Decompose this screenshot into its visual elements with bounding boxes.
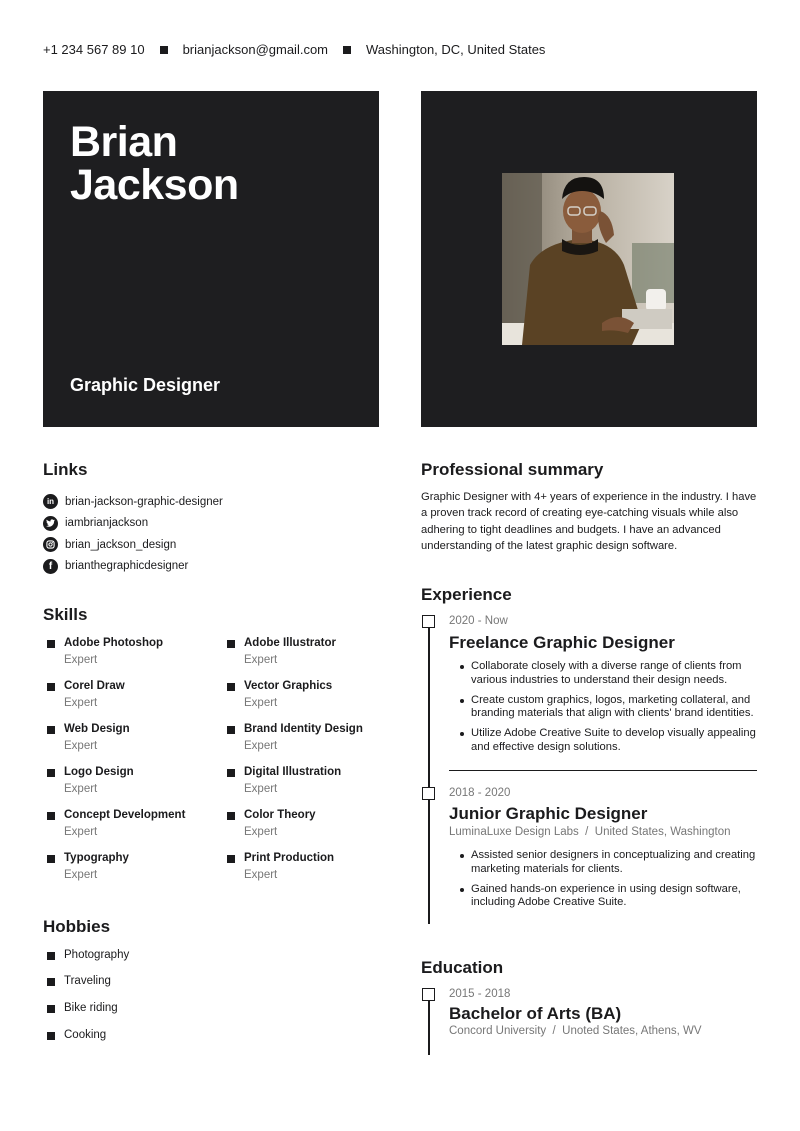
skill-name: Logo Design — [64, 766, 134, 778]
job-company-line — [449, 826, 731, 838]
education-dates: 2015 - 2018 — [449, 988, 511, 1000]
divider — [449, 770, 757, 771]
bullet-square — [227, 726, 235, 734]
bullet-square — [47, 812, 55, 820]
link-instagram[interactable] — [43, 534, 223, 556]
contact-bar — [43, 42, 545, 57]
skill-name: Digital Illustration — [244, 766, 342, 778]
school-line — [449, 1025, 702, 1037]
link-linkedin[interactable] — [43, 491, 223, 513]
bullet-square — [47, 952, 55, 960]
link-twitter[interactable] — [43, 513, 223, 535]
meta-separator: / — [549, 1025, 559, 1037]
email-address[interactable]: brianjackson@gmail.com — [182, 42, 328, 57]
location: Washington, DC, United States — [366, 42, 546, 57]
full-name — [70, 118, 239, 209]
hobby-name: Photography — [64, 949, 130, 961]
skills-heading: Skills — [43, 605, 88, 624]
summary-heading: Professional summary — [421, 460, 604, 479]
skill-name: Adobe Photoshop — [64, 637, 164, 649]
skill-name: Color Theory — [244, 809, 316, 821]
twitter-icon — [43, 516, 58, 531]
bullet-square — [227, 855, 235, 863]
hobby-name: Cooking — [64, 1029, 107, 1041]
school-name: Concord University — [449, 1025, 547, 1037]
bullet-item: Utilize Adobe Creative Suite to develop visually appealing and effective design solutions. — [449, 727, 769, 754]
skill-name: Typography — [64, 852, 129, 864]
bullet-square — [47, 769, 55, 777]
bullet-square — [47, 726, 55, 734]
bullet-item: Collaborate closely with a diverse range of clients from various industries to understand their design needs. — [449, 660, 769, 687]
bullet-item: Assisted senior designers in conceptualizing and creating marketing materials for clients. — [449, 849, 769, 876]
profile-photo — [502, 173, 674, 345]
skill-level: Expert — [244, 783, 278, 795]
skill-level: Expert — [64, 869, 98, 881]
phone-number[interactable]: +1 234 567 89 10 — [43, 42, 145, 57]
instagram-icon — [43, 537, 58, 552]
last-name: Jackson — [70, 161, 239, 209]
bullet-square — [47, 855, 55, 863]
hobbies-heading: Hobbies — [43, 917, 111, 936]
bullet-square — [227, 769, 235, 777]
timeline-marker — [422, 615, 435, 628]
skill-level: Expert — [244, 826, 278, 838]
timeline-marker — [422, 787, 435, 800]
skill-level: Expert — [244, 740, 278, 752]
bullet-square — [47, 640, 55, 648]
facebook-icon — [43, 559, 58, 574]
bullet-item: Gained hands-on experience in using design software, including Adobe Creative Suite. — [449, 883, 769, 910]
links-heading: Links — [43, 460, 88, 479]
company-name: LuminaLuxe Design Labs — [449, 826, 579, 838]
job-dates: 2020 - Now — [449, 615, 508, 627]
skill-level: Expert — [244, 869, 278, 881]
education-heading: Education — [421, 958, 504, 977]
hobby-name: Traveling — [64, 975, 111, 987]
skill-level: Expert — [64, 654, 98, 666]
bullet-square — [227, 640, 235, 648]
linkedin-icon — [43, 494, 58, 509]
degree: Bachelor of Arts (BA) — [449, 1004, 622, 1023]
company-location: United States, Washington — [594, 826, 731, 838]
skill-name: Brand Identity Design — [244, 723, 363, 735]
skill-name: Corel Draw — [64, 680, 125, 692]
meta-separator: / — [581, 826, 592, 838]
experience-heading: Experience — [421, 585, 512, 604]
separator-square — [343, 46, 351, 54]
skill-name: Adobe Illustrator — [244, 637, 337, 649]
summary-text: Graphic Designer with 4+ years of experience in the industry. I have a proven track record of creating eye-catching visuals while also adhering to tight deadlines and budgets. I have an advanced understanding of the latest graphic design software. — [421, 491, 757, 552]
skill-level: Expert — [244, 654, 278, 666]
job-bullets — [449, 660, 769, 761]
skill-level: Expert — [64, 740, 98, 752]
first-name: Brian — [70, 118, 178, 166]
job-bullets — [449, 849, 769, 916]
job-dates: 2018 - 2020 — [449, 787, 511, 799]
education-timeline — [428, 993, 430, 1055]
bullet-square — [47, 1032, 55, 1040]
link-facebook[interactable] — [43, 556, 223, 578]
job-role: Freelance Graphic Designer — [449, 633, 675, 652]
skill-name: Web Design — [64, 723, 130, 735]
bullet-item: Create custom graphics, logos, marketing collateral, and branding materials that align with clients' brand identities. — [449, 694, 769, 721]
skill-level: Expert — [64, 783, 98, 795]
links-list — [43, 491, 223, 577]
experience-timeline — [428, 620, 430, 924]
skill-name: Vector Graphics — [244, 680, 333, 692]
facebook-glyph: f — [48, 560, 53, 572]
job-role: Junior Graphic Designer — [449, 804, 648, 823]
bullet-square — [227, 683, 235, 691]
bullet-square — [47, 978, 55, 986]
bullet-square — [227, 812, 235, 820]
link-label: iambrianjackson — [65, 517, 149, 530]
timeline-marker — [422, 988, 435, 1001]
portrait-illustration — [502, 173, 674, 345]
bullet-square — [47, 1005, 55, 1013]
linkedin-glyph: in — [46, 497, 55, 507]
job-title: Graphic Designer — [70, 375, 221, 395]
skill-level: Expert — [64, 697, 98, 709]
skill-name: Print Production — [244, 852, 335, 864]
school-location: Unoted States, Athens, WV — [562, 1025, 702, 1037]
link-label: brian-jackson-graphic-designer — [65, 495, 223, 508]
name-panel — [43, 91, 379, 427]
bullet-square — [47, 683, 55, 691]
link-label: brianthegraphicdesigner — [65, 560, 189, 573]
skill-level: Expert — [244, 697, 278, 709]
skill-level: Expert — [64, 826, 98, 838]
hobby-name: Bike riding — [64, 1002, 118, 1014]
separator-square — [160, 46, 168, 54]
skill-name: Concept Development — [64, 809, 186, 821]
photo-panel — [421, 91, 757, 427]
link-label: brian_jackson_design — [65, 538, 177, 551]
